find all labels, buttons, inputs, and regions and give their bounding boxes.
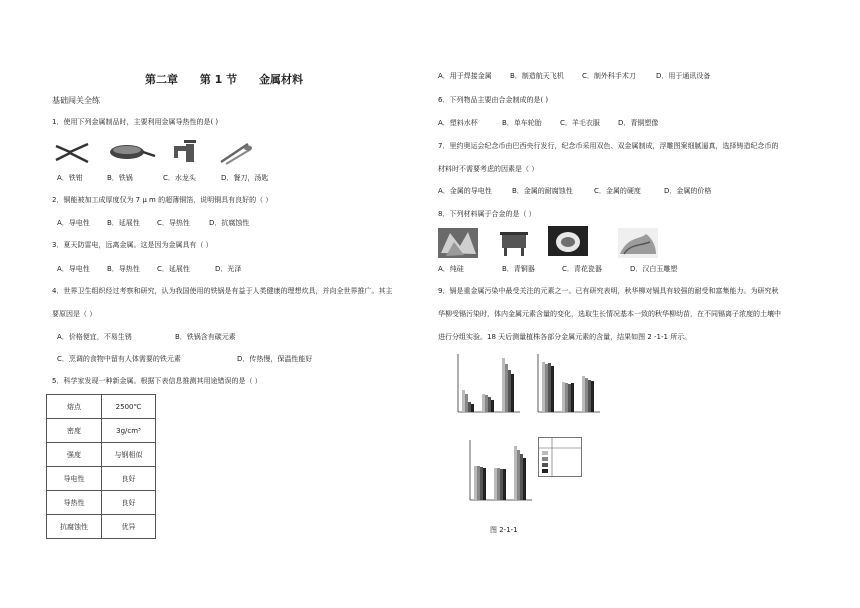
- table-row: [47, 515, 156, 539]
- q9-text-line2: 华柳受镉污染时，体内金属元素含量的变化，选取生长情况基本一致的秋华柳幼苗，在不同镉离子浓度的土壤中: [438, 310, 781, 318]
- q3-option-d[interactable]: D．光泽: [215, 265, 242, 273]
- q7-stem-line2: 材料时不需要考虑的因素是（ ）: [438, 165, 539, 173]
- q7-option-b[interactable]: B．金属的耐腐蚀性: [512, 187, 573, 195]
- table-row: [47, 443, 156, 467]
- q5-option-c[interactable]: C．制外科手术刀: [582, 72, 636, 80]
- q1-option-a[interactable]: A．铁钳: [57, 174, 83, 182]
- pliers-icon: [52, 140, 92, 166]
- q4-options-row2: [57, 355, 312, 364]
- figure-chart-3: [456, 436, 536, 510]
- table-cell: 强度: [47, 443, 102, 467]
- table-cell: 良好: [102, 467, 156, 491]
- figure-chart-1: [444, 350, 524, 422]
- page-title: [145, 71, 321, 87]
- q4-option-b[interactable]: B．铁锅含有碳元素: [175, 333, 236, 341]
- property-table: [46, 394, 156, 539]
- q8-options: [438, 265, 677, 274]
- q6-options: [438, 119, 658, 128]
- q3-option-a[interactable]: A．导电性: [57, 265, 90, 273]
- q6-option-c[interactable]: C．羊毛衣服: [560, 119, 600, 127]
- q1-option-b[interactable]: B．铁锅: [107, 174, 133, 182]
- q3-options: [57, 265, 241, 274]
- table-cell: 熔点: [47, 395, 102, 419]
- q1-option-c[interactable]: C．水龙头: [163, 174, 196, 182]
- section-label: 第 1 节: [199, 73, 238, 86]
- table-cell: 3g/cm³: [102, 419, 156, 443]
- table-cell: 导电性: [47, 467, 102, 491]
- q5-options: [438, 72, 710, 81]
- bronze-vessel-image: [494, 228, 534, 258]
- q3-option-c[interactable]: C．延展性: [157, 265, 190, 273]
- q5-option-b[interactable]: B．制造航天飞机: [510, 72, 564, 80]
- q8-option-c[interactable]: C．青花瓷器: [562, 265, 602, 273]
- q2-option-d[interactable]: D．抗腐蚀性: [209, 219, 250, 227]
- q4-option-d[interactable]: D．传热慢，保温性能好: [237, 355, 313, 363]
- q4-options-row1: [57, 333, 236, 342]
- q4-option-a[interactable]: A．价格便宜，不易生锈: [57, 333, 132, 341]
- q9-text-line1: 9．镉是重金属污染中最受关注的元素之一。已有研究表明，秋华柳对镉具有较强的耐受和富集能力。为研究秋: [438, 287, 779, 295]
- q4-stem-line2: 要原因是（ ）: [52, 310, 97, 318]
- q8-option-b[interactable]: B．青铜器: [502, 265, 535, 273]
- q8-option-a[interactable]: A．纯硅: [438, 265, 464, 273]
- q9-text-line3: 进行分组实验。18 天后测量植株各部分金属元素的含量，结果如图 2 -1-1 所示。: [438, 333, 692, 341]
- table-row: [47, 419, 156, 443]
- table-row: [47, 491, 156, 515]
- q8-stem: 8．下列材料属于合金的是（ ）: [438, 210, 536, 218]
- q6-option-a[interactable]: A．塑料水杯: [438, 119, 478, 127]
- faucet-icon: [172, 138, 198, 166]
- chart-2-bars: [542, 362, 594, 412]
- q6-option-d[interactable]: D．青铜塑像: [618, 119, 659, 127]
- q7-option-c[interactable]: C．金属的硬度: [594, 187, 641, 195]
- q5-option-d[interactable]: D．用于通讯设备: [656, 72, 711, 80]
- q6-stem: 6．下列物品主要由合金制成的是( ): [438, 96, 549, 104]
- cutlery-icon: [218, 140, 254, 166]
- table-cell: 与钢相似: [102, 443, 156, 467]
- jade-sculpture-image: [618, 228, 658, 258]
- table-cell: 导热性: [47, 491, 102, 515]
- figure-legend: [538, 437, 582, 477]
- chart-1-bars: [462, 358, 514, 412]
- q4-stem-line1: 4．世界卫生组织经过考察和研究，认为我国使用的铁锅是有益于人类健康的理想炊具，并向全世界推广。其主: [52, 287, 393, 295]
- table-cell: 抗腐蚀性: [47, 515, 102, 539]
- q5-option-a[interactable]: A．用于焊接金属: [438, 72, 492, 80]
- q1-option-d[interactable]: D．餐刀，汤匙: [221, 174, 269, 182]
- q7-option-d[interactable]: D．金属的价格: [664, 187, 712, 195]
- table-cell: 密度: [47, 419, 102, 443]
- q2-option-b[interactable]: B．延展性: [107, 219, 140, 227]
- table-cell: 优异: [102, 515, 156, 539]
- q2-option-c[interactable]: C．导热性: [157, 219, 190, 227]
- section-name: 金属材料: [259, 73, 304, 86]
- table-cell: 良好: [102, 491, 156, 515]
- q7-option-a[interactable]: A．金属的导电性: [438, 187, 492, 195]
- subtitle: 基础闯关全练: [52, 96, 100, 105]
- chapter-label: 第二章: [145, 73, 178, 86]
- q1-stem: 1．使用下列金属制品时，主要利用金属导热性的是( ): [52, 118, 219, 126]
- q2-option-a[interactable]: A．导电性: [57, 219, 90, 227]
- wok-icon: [105, 140, 157, 166]
- q7-options: [438, 187, 711, 196]
- q3-option-b[interactable]: B．导热性: [107, 265, 140, 273]
- q1-options: [57, 174, 268, 183]
- table-cell: 2500℃: [102, 395, 156, 419]
- q7-stem-line1: 7．里约奥运会纪念币由巴西央行发行，纪念币采用双色、双金属制成，浮雕图案细腻逼真，选择铸造纪念币的: [438, 142, 779, 150]
- figure-chart-2: [524, 350, 604, 422]
- q8-option-d[interactable]: D．汉白玉雕塑: [630, 265, 678, 273]
- q5-stem: 5．科学家发现一种新金属。根据下表信息推测其用途错误的是（ ）: [52, 377, 262, 385]
- chart-3-bars: [474, 446, 526, 500]
- crystalline-silicon-image: [438, 228, 478, 258]
- table-row: [47, 395, 156, 419]
- q2-options: [57, 219, 249, 228]
- porcelain-image: [548, 226, 588, 256]
- figure-caption: 图 2-1-1: [490, 526, 518, 534]
- q2-stem: 2．铜能被加工成厚度仅为 7 μ m 的超薄铜箔，说明铜具有良好的（ ）: [52, 196, 273, 204]
- q6-option-b[interactable]: B．单车轮胎: [502, 119, 542, 127]
- q4-option-c[interactable]: C．烹调的食物中留有人体需要的铁元素: [57, 355, 181, 363]
- table-row: [47, 467, 156, 491]
- q3-stem: 3．夏天防雷电，远离金属。这是因为金属具有（ ）: [52, 241, 213, 249]
